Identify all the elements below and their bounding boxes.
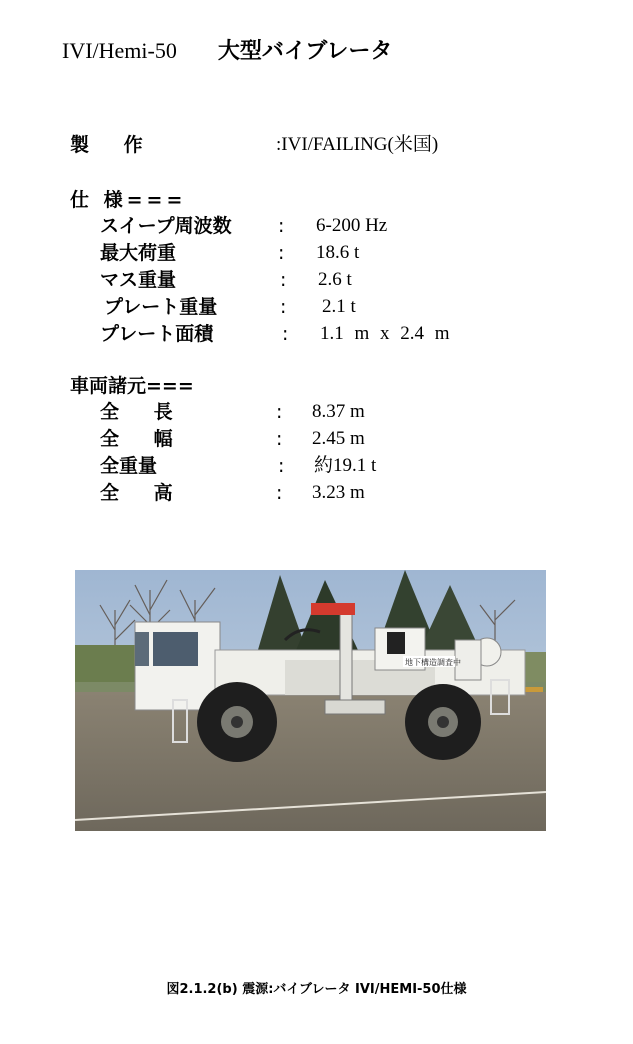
spec-value: 2.6 t xyxy=(318,269,352,290)
truck-door-text: 地下構造調査中 xyxy=(405,658,461,667)
spec-value: 2.1 t xyxy=(322,296,356,317)
vehicle-value: 3.23 m xyxy=(312,482,365,503)
title-model: IVI/Hemi-50 xyxy=(62,38,177,63)
spec-label: 最大荷重 xyxy=(100,242,177,264)
figure-caption: 図2.1.2(b) 震源:バイブレータ IVI/HEMI-50仕様 xyxy=(166,982,467,997)
vehicle-value: 約19.1 t xyxy=(314,455,377,476)
document-title xyxy=(62,34,392,65)
vehicle-label: 全 長 xyxy=(100,401,187,423)
spec-label: プレート重量 xyxy=(104,296,218,318)
spec-value: 18.6 t xyxy=(316,242,360,263)
maker-label: 製 作 xyxy=(70,134,157,156)
title-name: 大型バイブレータ xyxy=(217,39,393,64)
spec-value: 6-200 Hz xyxy=(316,215,388,236)
vehicle-label: 全 高 xyxy=(100,482,187,504)
spec-label: マス重量 xyxy=(100,269,177,291)
vehicle-label: 全重量 xyxy=(100,455,158,477)
vehicle-value: 2.45 m xyxy=(312,428,365,449)
spec-value: 1.1 m x 2.4 m xyxy=(320,323,450,344)
maker-value: :IVI/FAILING(米国) xyxy=(276,134,439,155)
vibrator-truck-photo xyxy=(75,570,546,831)
vehicle-label: 全 幅 xyxy=(100,428,187,450)
spec-label: スイープ周波数 xyxy=(100,215,232,237)
vehicle-value: 8.37 m xyxy=(312,401,365,422)
spec-label: プレート面積 xyxy=(100,323,214,345)
